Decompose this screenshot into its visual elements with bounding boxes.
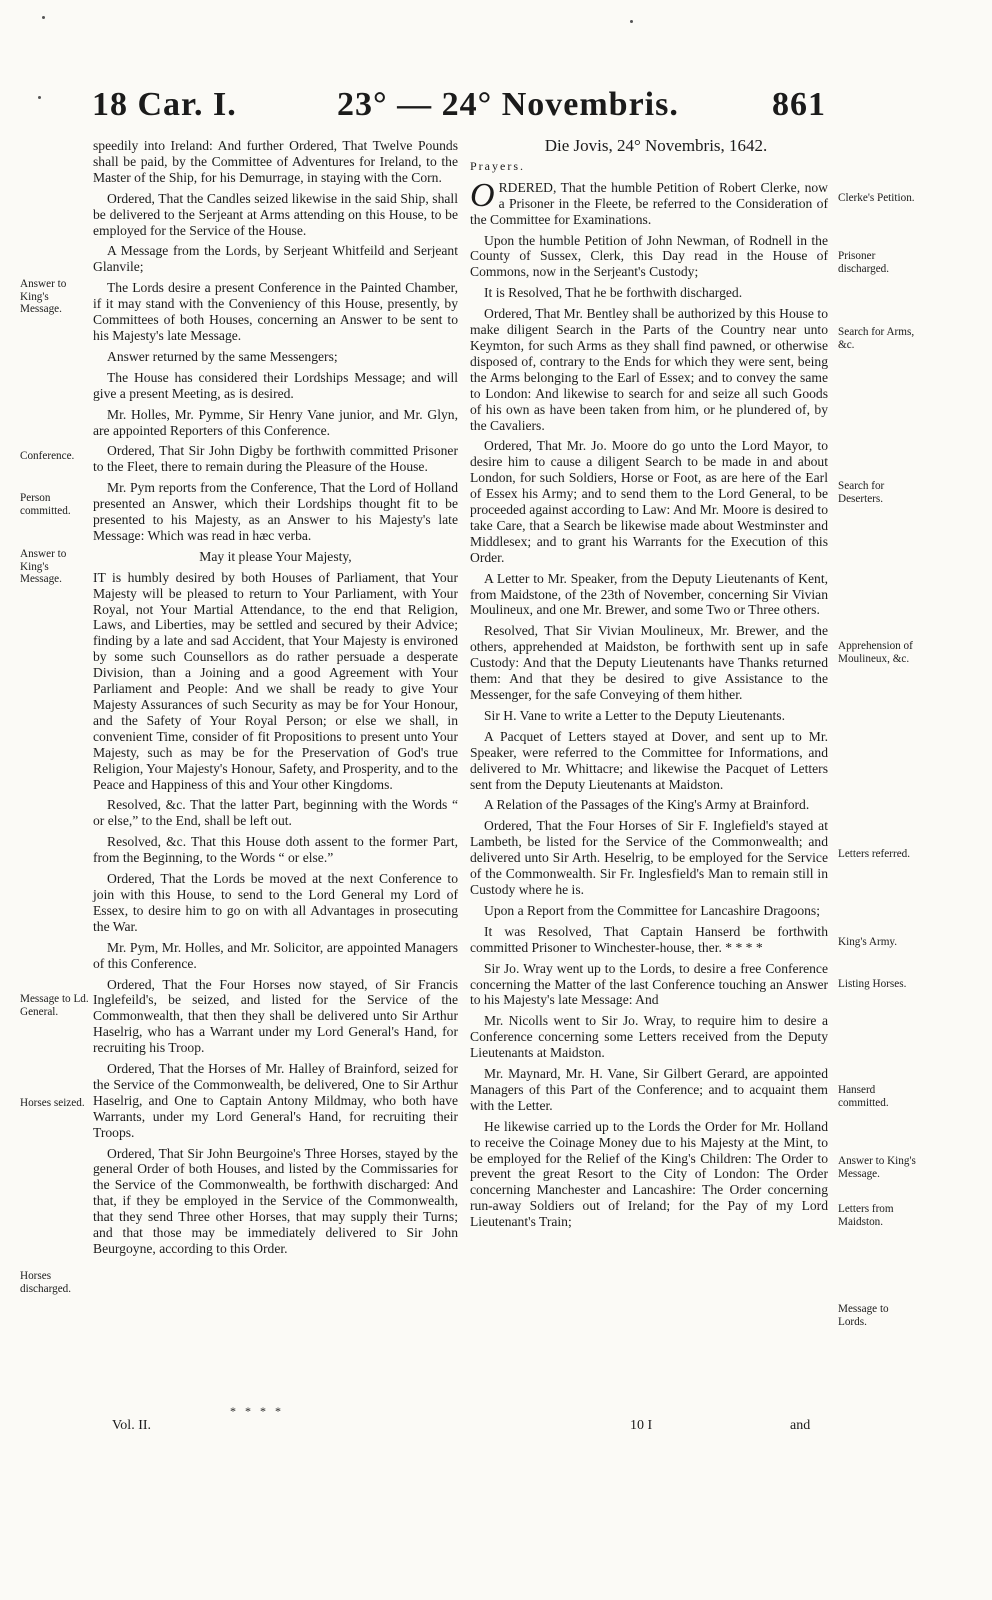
margin-note: Message to Lords. [838, 1303, 889, 1328]
paragraph: The House has considered their Lordships Message; and will give a present Meeting, as is desired. [93, 369, 458, 401]
margin-note: Person committed. [20, 492, 71, 517]
paragraph: Sir Jo. Wray went up to the Lords, to desire a free Conference concerning the Matter of the last Conference touching an Answer to his Majesty's late Message: And [470, 960, 828, 1008]
paragraph: Resolved, &c. That the latter Part, beginning with the Words “ or else,” to the End, shall be left out. [93, 797, 458, 829]
margin-note: Prisoner discharged. [838, 250, 890, 275]
right-paragraphs [470, 233, 828, 1231]
paragraph: IT is humbly desired by both Houses of Parliament, that Your Majesty will be pleased to return to Your Parliament, with Your Royal, not Your Martial Attendance, to the end that Religion, Laws, and Liberties, may be settled and secured by their Advice; finding by a late and sad Accident, that Your Majesty is environed by some such Counsellors as do rather persuade a desperate Division, than a Joining and a good Agreement with Your Parliament and People: And we shall be ready to give Your Majesty Assurances of such Security as may be for Your Honour, and the Safety of Your Royal Person; or else we shall, in convenient Time, consider of fit Propositions to present unto Your Majesty, such as may be for the Preservation of God's true Religion, Your Majesty's Honour, Safety, and Prosperity, and to the Peace and Happiness of this and Your other Kingdoms. [93, 569, 458, 792]
volume-signature: Vol. II. [112, 1418, 152, 1433]
sheet-signature: 10 I [630, 1418, 653, 1433]
paragraph: Answer returned by the same Messengers; [107, 348, 338, 364]
margin-note: Horses seized. [20, 1097, 85, 1109]
paragraph: Ordered, That Mr. Jo. Moore do go unto the Lord Mayor, to desire him to cause a diligent Search to be made in and about London, for such Soldiers, Horse or Foot, as are here of the Earl of Essex his Army; and to send them to the Lord General, to be proceeded against according to Law: And Mr. Moore is desired to take Care, that a Search be likewise made about Westminster and Middlesex; and to grant his Warrants for the Execution of this Order. [470, 438, 828, 565]
margin-note: Answer to King's Message. [20, 548, 67, 585]
first-order-text: RDERED, That the humble Petition of Robert Clerke, now a Prisoner in the Fleete, be referred to the Consideration of the Committee for Examinations. [470, 179, 828, 227]
print-speck [38, 96, 41, 99]
paragraph: A Pacquet of Letters stayed at Dover, and sent up to Mr. Speaker, were referred to the Committee for Informations, and delivered to Mr. Whittacre; and likewise the Pacquet of Letters sent from the Deputy Lieutenants at Maidston. [470, 728, 828, 792]
margin-note: Conference. [20, 450, 75, 462]
paragraph: Mr. Nicolls went to Sir Jo. Wray, to require him to desire a Conference concerning some Letters received from the Deputy Lieutenants at Maidston. [470, 1013, 828, 1061]
paragraph: Mr. Pym, Mr. Holles, and Mr. Solicitor, are appointed Managers of this Conference. [93, 939, 458, 971]
margin-note: Letters from Maidston. [838, 1203, 894, 1228]
paragraph: Ordered, That the Candles seized likewise in the said Ship, shall be delivered to the Serjeant at Arms attending on this House, to be employed for the Service of the House. [93, 190, 458, 238]
margin-note: Search for Arms, &c. [838, 326, 915, 351]
margin-note: Answer to King's Message. [20, 278, 67, 315]
paragraph: Ordered, That the Four Horses now stayed, of Sir Francis Inglefeild's, be seized, and listed for the Service of the Commonwealth, that then they shall be delivered unto Sir Arthur Haselrig, who has a Warrant under my Lord General's Hand, for recruiting his Troop. [93, 976, 458, 1056]
paragraph: The Lords desire a present Conference in the Painted Chamber, if it may stand with the Conveniency of this House, presently, by Committees of both Houses, concerning an Answer to be sent to his Majesty's late Message. [93, 280, 458, 343]
print-speck [630, 20, 633, 23]
paragraph: Ordered, That the Horses of Mr. Halley of Brainford, seized for the Service of the Commonwealth, be delivered, One to Sir Arthur Haselrig, and One to Captain Antony Mildmay, who both have Warrants, under my Lord General's Hand, for recruiting their Troops. [93, 1061, 458, 1140]
paragraph: speedily into Ireland: And further Ordered, That Twelve Pounds shall be paid, by the Committee of Adventures for Ireland, to the Master of the Ship, for his Demurrage, in staying with the Corn. [93, 138, 458, 185]
margin-note: Answer to King's Message. [838, 1155, 916, 1180]
paragraph: He likewise carried up to the Lords the Order for Mr. Holland to receive the Coinage Money due to his Majesty at the Mint, to be employed for the Relief of the King's Children: The Order to prevent the great Resort to the City of London: The Order concerning Manchester and Lancashire: The Order concerning run-away Soldiers out of Ireland; for the Pay of my Lord Lieutenant's Train; [470, 1118, 828, 1230]
paragraph: It was Resolved, That Captain Hanserd be forthwith committed Prisoner to Winchester-house, ther. * * * * [470, 923, 828, 955]
paragraph: It is Resolved, That he be forthwith discharged. [484, 285, 743, 301]
margin-note: Search for Deserters. [838, 480, 885, 505]
ornament-stars: * * * * [230, 1404, 284, 1418]
paragraph: Ordered, That Sir John Digby be forthwith committed Prisoner to the Fleet, there to remain during the Pleasure of the House. [93, 443, 458, 475]
margin-note: Clerke's Petition. [838, 192, 915, 204]
paragraph: A Message from the Lords, by Serjeant Whitfeild and Serjeant Glanvile; [93, 243, 458, 275]
dateline: Die Jovis, 24° Novembris, 1642. [544, 136, 768, 155]
margin-note: Hanserd committed. [838, 1084, 889, 1109]
header-reign: 18 Car. I. [92, 86, 237, 123]
drop-initial: O [470, 176, 495, 214]
paragraph: Mr. Maynard, Mr. H. Vane, Sir Gilbert Gerard, are appointed Managers of this Part of the Conference; and to acquaint them with the Letter. [470, 1066, 828, 1113]
paragraph: Resolved, &c. That this House doth assent to the former Part, from the Beginning, to the Words “ or else.” [93, 834, 458, 866]
left-column [93, 138, 458, 1262]
paragraph: Upon a Report from the Committee for Lancashire Dragoons; [484, 902, 820, 918]
margin-note: King's Army. [838, 936, 898, 948]
running-header [92, 86, 852, 130]
paragraph: Ordered, That the Lords be moved at the next Conference to join with this House, to send to the Lord General my Lord of Essex, to desire him to go on with all Advantages in prosecuting the War. [93, 871, 458, 934]
margin-note: Horses discharged. [20, 1270, 72, 1295]
paragraph: Ordered, That Sir John Beurgoine's Three Horses, stayed by the general Order of both Houses, and listed by the Commissaries for the Service of the Commonwealth, be forthwith discharged: And that, if they be employed in the Service of the Commonwealth, that they send Three other Horses, that may supply their Turns; and that those may be immediately delivered to Sir John Beurgoyne, according to this Order. [93, 1145, 458, 1256]
margin-note: Letters referred. [838, 848, 911, 860]
paragraph: May it please Your Majesty, [199, 548, 352, 564]
paragraph: Sir H. Vane to write a Letter to the Deputy Lieutenants. [484, 707, 785, 723]
paragraph: Ordered, That Mr. Bentley shall be authorized by this House to make diligent Search in the Parts of the Country near unto Keymton, for such Arms as they shall find pawned, or otherwise disposed of, contrary to the Ends for which they were sent, being the Arms belonging to the Earl of Essex; and to convey the same to London: And likewise to search for and seize all such Goods of his own as have been taken from him, or he plundered of, by the Cavaliers. [470, 306, 828, 433]
paragraph: Mr. Pym reports from the Conference, That the Lord of Holland presented an Answer, which their Lordships thought fit to be presented to his Majesty, as an Answer to his Majesty's late Message: Which was read in hæc verba. [93, 480, 458, 543]
paragraph: Upon the humble Petition of John Newman, of Rodnell in the County of Sussex, Clerk, this Day read in the House of Commons, now in the Serjeant's Custody; [470, 232, 828, 280]
prayers-heading: Prayers. [470, 158, 525, 173]
margin-note: Message to Ld. General. [20, 993, 89, 1018]
catchword: and [790, 1418, 811, 1433]
first-order-paragraph [470, 176, 828, 228]
margin-note: Listing Horses. [838, 978, 907, 990]
paragraph: Ordered, That the Four Horses of Sir F. Inglefield's stayed at Lambeth, be listed for the Service of the Commonwealth; and delivered unto Sir Arth. Heselrig, to be employed for the Service of the Commonwealth. Sir Fr. Inglesfield's Man to remain still in Custody where he is. [470, 818, 828, 897]
paragraph: A Letter to Mr. Speaker, from the Deputy Lieutenants of Kent, from Maidstone, of the 23th of November, concerning Sir Vivian Moulineux, and one Mr. Brewer, and some Two or Three others. [470, 570, 828, 618]
header-dates: 23° — 24° Novembris. [337, 86, 679, 123]
margin-note: Apprehension of Moulineux, &c. [838, 640, 913, 665]
print-speck [42, 16, 45, 19]
right-column [470, 138, 828, 1235]
paragraph: Mr. Holles, Mr. Pymme, Sir Henry Vane junior, and Mr. Glyn, are appointed Reporters of this Conference. [93, 406, 458, 438]
paragraph: A Relation of the Passages of the King's Army at Brainford. [484, 797, 810, 813]
paragraph: Resolved, That Sir Vivian Moulineux, Mr. Brewer, and the others, apprehended at Maidston, be forthwith sent up in safe Custody: And that the Deputy Lieutenants have Thanks returned them: And that they be desired to give Assistance to the Messenger, for the safe Conveying of them hither. [470, 623, 828, 702]
page-number: 861 [772, 86, 826, 123]
